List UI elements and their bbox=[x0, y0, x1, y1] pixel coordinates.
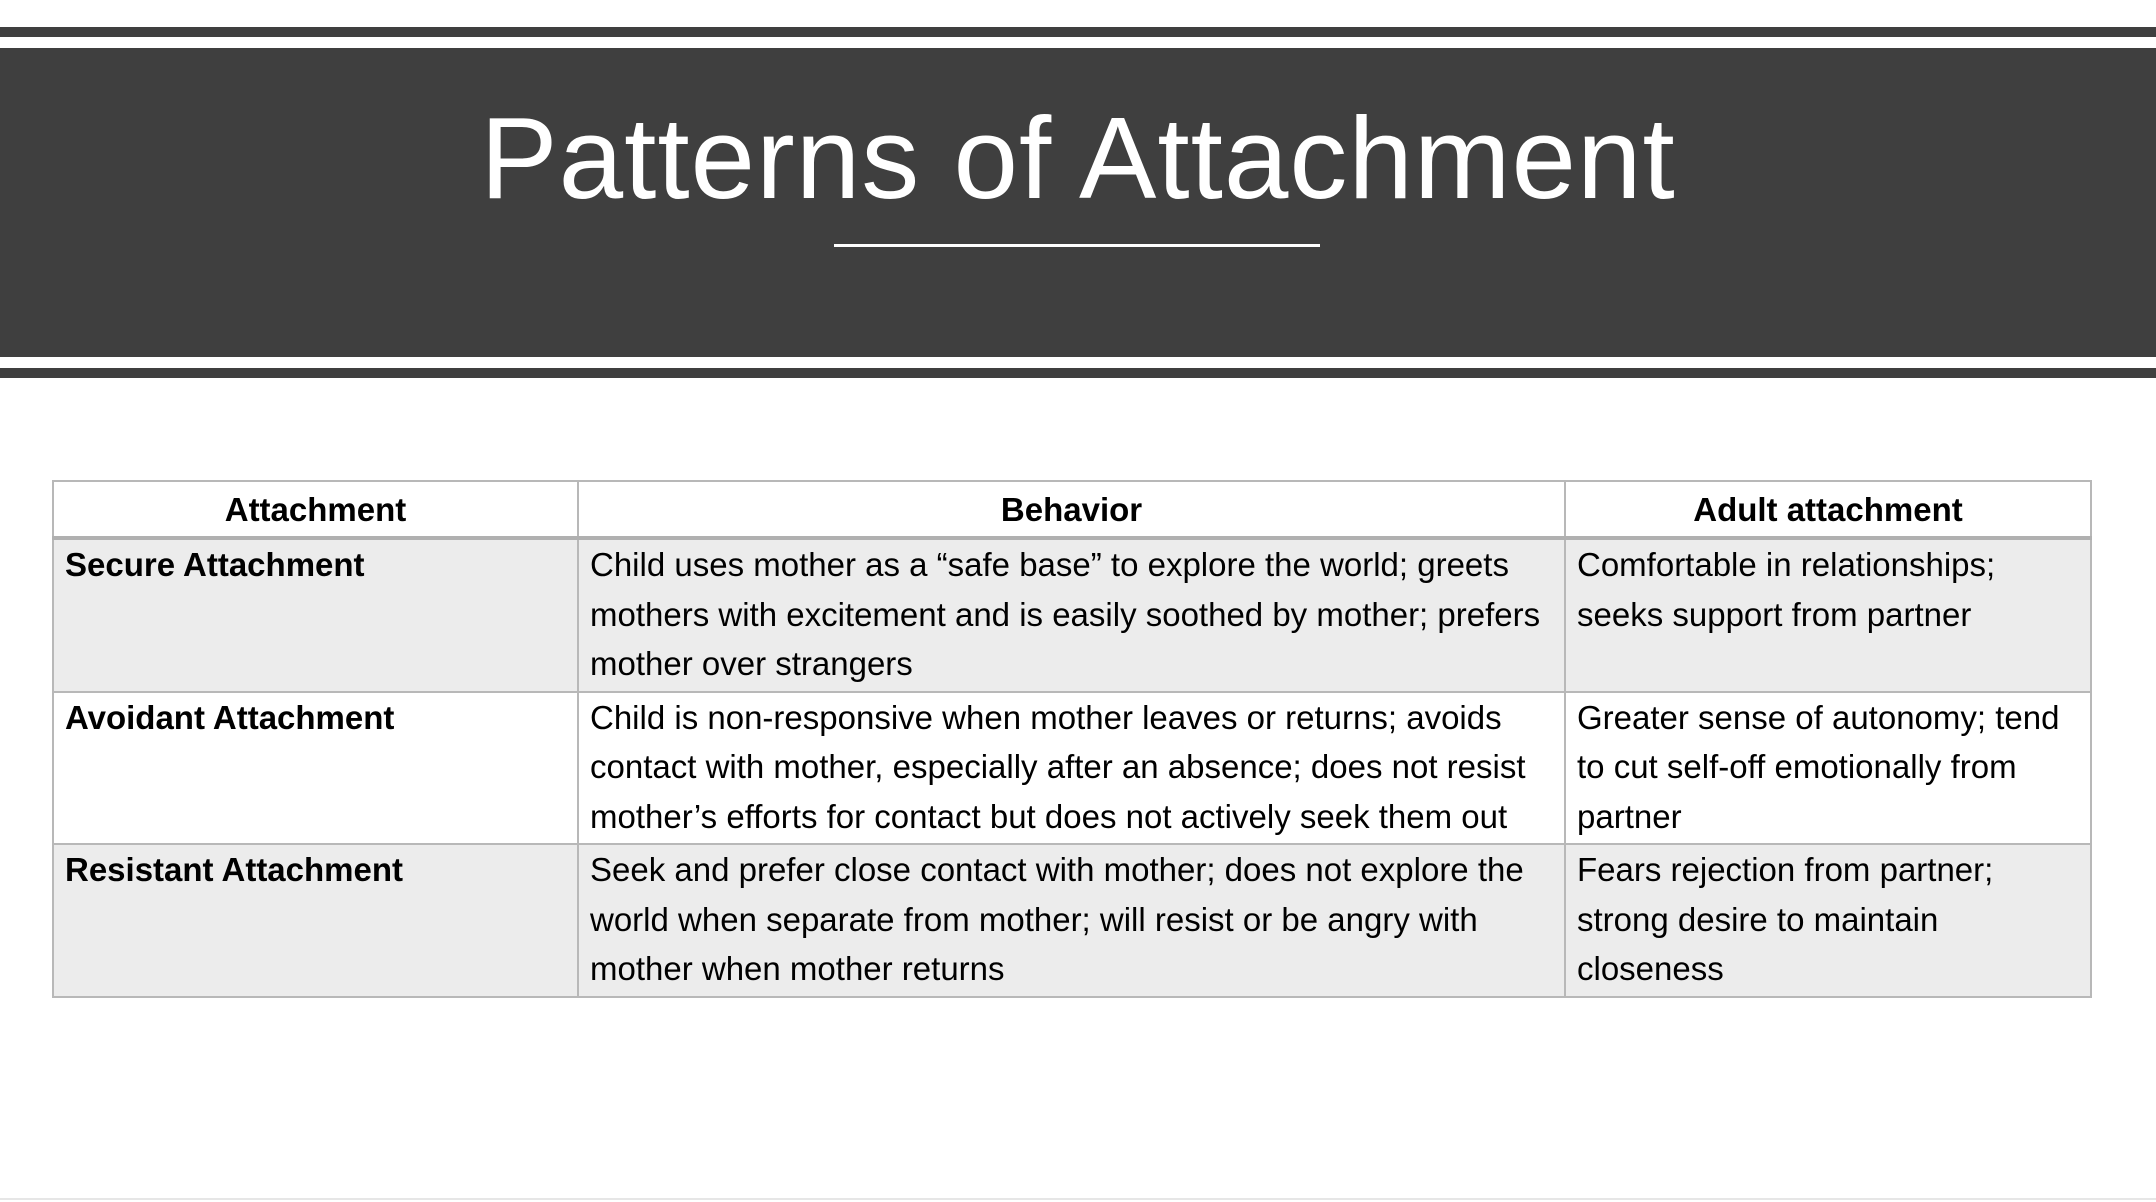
adult-attachment-cell: Fears rejection from partner; strong desire to maintain closeness bbox=[1565, 844, 2091, 997]
table-row-avoidant bbox=[53, 692, 2091, 845]
attachment-cell: Avoidant Attachment bbox=[53, 692, 578, 845]
behavior-cell: Child is non-responsive when mother leaves or returns; avoids contact with mother, especially after an absence; does not resist mother’s efforts for contact but does not actively seek them out bbox=[578, 692, 1565, 845]
header-behavior: Behavior bbox=[578, 481, 1565, 538]
attachment-table-container bbox=[52, 480, 2090, 998]
table-row-resistant bbox=[53, 844, 2091, 997]
table-header-row bbox=[53, 481, 2091, 538]
header-attachment: Attachment bbox=[53, 481, 578, 538]
slide-title: Patterns of Attachment bbox=[480, 93, 1676, 223]
top-rule bbox=[0, 27, 2156, 37]
adult-attachment-cell: Comfortable in relationships; seeks support from partner bbox=[1565, 538, 2091, 692]
attachment-cell: Resistant Attachment bbox=[53, 844, 578, 997]
behavior-cell: Child uses mother as a “safe base” to explore the world; greets mothers with excitement and is easily soothed by mother; prefers mother over strangers bbox=[578, 538, 1565, 692]
adult-attachment-cell: Greater sense of autonomy; tend to cut self-off emotionally from partner bbox=[1565, 692, 2091, 845]
bottom-rule bbox=[0, 368, 2156, 378]
title-underline bbox=[834, 244, 1320, 247]
footer-divider bbox=[0, 1198, 2156, 1200]
attachment-cell: Secure Attachment bbox=[53, 538, 578, 692]
header-adult-attachment: Adult attachment bbox=[1565, 481, 2091, 538]
attachment-table bbox=[52, 480, 2092, 998]
behavior-cell: Seek and prefer close contact with mother; does not explore the world when separate from mother; will resist or be angry with mother when mother returns bbox=[578, 844, 1565, 997]
table-row-secure bbox=[53, 538, 2091, 692]
